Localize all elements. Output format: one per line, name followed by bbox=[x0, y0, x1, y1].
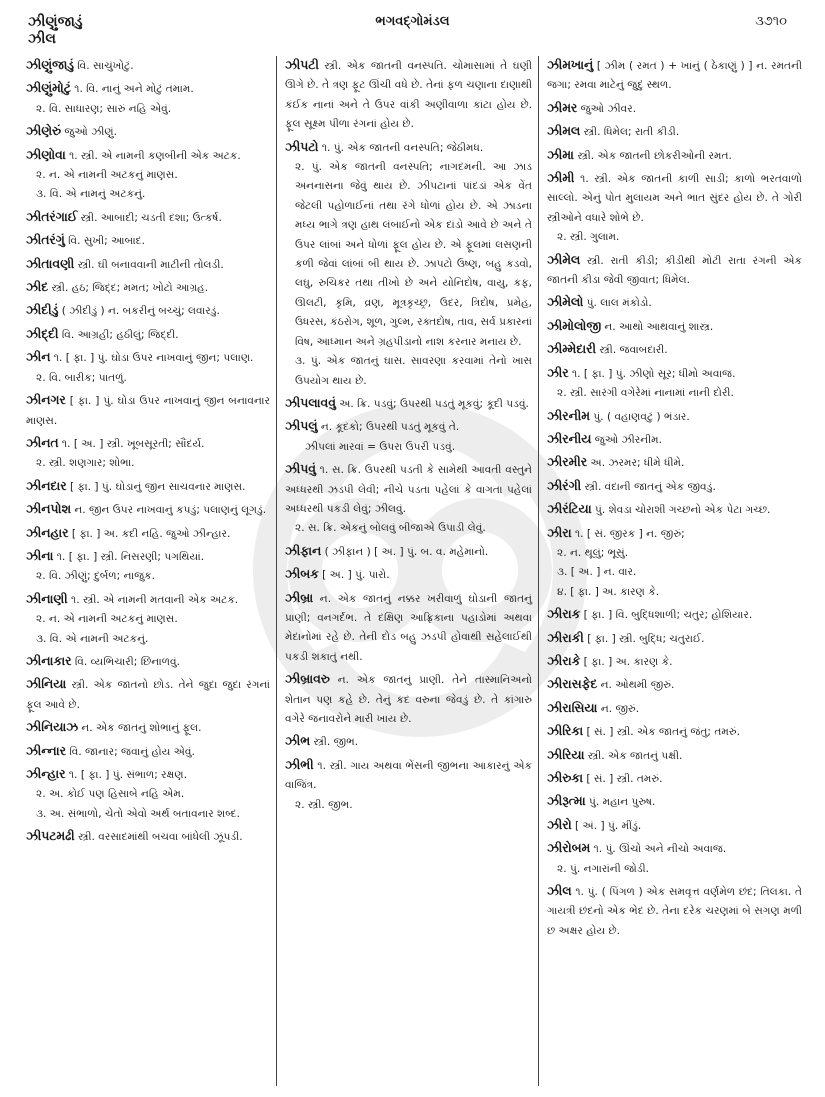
definition: પું. મહાન પુરુષ. bbox=[585, 796, 656, 809]
headword: ઝીમેલ bbox=[547, 252, 581, 267]
headword: ઝીલ bbox=[547, 884, 572, 899]
dictionary-entry bbox=[26, 500, 270, 520]
dictionary-entry bbox=[285, 670, 532, 729]
headword: ઝીણોવા bbox=[26, 147, 66, 162]
headword: ઝીતાવણી bbox=[26, 256, 75, 271]
dictionary-entry bbox=[547, 477, 802, 497]
definition: ન. ઓથમી જીરું. bbox=[597, 679, 675, 692]
dictionary-entry bbox=[547, 839, 802, 879]
dictionary-entry bbox=[26, 348, 270, 388]
dictionary-entry bbox=[547, 56, 802, 96]
definition: ૧. વિ. નાનું અને મોટું તમામ. bbox=[70, 83, 194, 96]
entry-main bbox=[26, 391, 270, 431]
definition: [ ઝીમ ( રમત ) + ખાનું ( ઠેકાણું ) ] ન. રમતની જગા; રમવા માટેનું જુદું સ્થળ. bbox=[547, 60, 802, 92]
headword: ઝીપલાવવું bbox=[285, 395, 336, 410]
entry-main bbox=[26, 301, 270, 321]
dictionary-entry bbox=[26, 325, 270, 345]
definition: ૧. પું. ( પિંગળ ) એક સમવૃત્ત વર્ણમેળ છંદ; તિલકા. તે ગાયત્રી છંદનો એક ભેદ છે. તેના દરેક ચરણમાં બે સગણ મળી છ અક્ષર હોય છે. bbox=[547, 886, 802, 937]
headword: ઝીરનીમ bbox=[547, 408, 590, 423]
entry-main bbox=[547, 340, 802, 360]
dictionary-entry bbox=[26, 301, 270, 321]
definition: વિ. સાચુંખોટું. bbox=[73, 60, 134, 72]
entry-main bbox=[285, 589, 532, 668]
dictionary-entry bbox=[285, 542, 532, 562]
definition: સ્ત્રી. ધિમેલ; રાતી કીડી. bbox=[580, 126, 680, 139]
entry-main bbox=[547, 169, 802, 228]
entry-main bbox=[547, 629, 802, 649]
dictionary-entry bbox=[26, 524, 270, 544]
entry-main bbox=[26, 231, 270, 251]
dictionary-entry bbox=[547, 882, 802, 941]
dictionary-entry bbox=[547, 364, 802, 404]
definition: વિ. સુખી; આબાદ. bbox=[64, 235, 145, 248]
headword: ઝીરાકી bbox=[547, 630, 584, 645]
entry-main bbox=[26, 675, 270, 715]
headword: ઝીરંટિયા bbox=[547, 502, 592, 517]
definition: અ. ઝરમર; ધીમે ધીમે. bbox=[587, 457, 685, 470]
entry-main bbox=[285, 542, 532, 562]
dictionary-entry bbox=[547, 524, 802, 603]
entry-main bbox=[26, 652, 270, 672]
headword: ઝીનદાર bbox=[26, 478, 67, 493]
dictionary-entry bbox=[26, 652, 270, 672]
dictionary-entry bbox=[547, 251, 802, 291]
sense: ૨. પું. એક જાતની વનસ્પતિ; નાગદમની. આ ઝાડ અનનાસના જેવું થાય છે. ઝીપટાનાં પાંદડાં એક વેંત જેટલી પહોળાઈનાં તથા રંગે ધોળાં હોય છે. એ ઝાડના મધ્ય ભાગે ત્રણ હાથ લંબાઈનો એક દાંડો આવે છે અને તે ઉપર લાંબાં અને ધોળાં ફૂલ હોય છે. એ ફૂલમાં લસણની કળી જેવાં લાંબાં બી થાય છે. ઝાપટો ઉષ્ણ, બહુ કડવો, લઘુ, રુચિકર તથા તીખો છે અને યોનિદોષ, વાયુ, કફ, ઊલટી, કૃમિ, વ્રણ, મૂત્રકૃચ્છ્ર, ઉદર, ત્રિદોષ, પ્રમેહ, ઉધરસ, કંઠરોગ, શૂળ, ગુલ્મ, રક્તદોષ, તાવ, સર્વ પ્રકારનાં વિષ, આધ્માન અને ગ્રહપીડાનો નાશ કરનાર મનાય છે. bbox=[295, 161, 532, 348]
definition: ( ઝીફાન ) [ અ. ] પું. બ. વ. મહેમાનો. bbox=[321, 545, 489, 558]
dictionary-entry bbox=[547, 746, 802, 766]
headword: ઝીપટો bbox=[285, 139, 319, 154]
definition: પું. ( વહાણવટું ) ભંડાર. bbox=[589, 410, 690, 423]
entry-main bbox=[26, 718, 270, 738]
headword: ઝીમર bbox=[547, 100, 578, 115]
definition: ૧. સ્ત્રી. એક જાતની કાળી સાડી; કાળો ભરતવાળો સાલ્લો. એનું પોત મુલાયમ અને ભાત સુંદર હોય છે. તે ગોરી સ્ત્રીઓને વધારે શોભે છે. bbox=[547, 173, 802, 224]
entry-main bbox=[26, 79, 270, 99]
sense: ૨. વિ. ઝીણું; દુર્બળ; નાજુક. bbox=[36, 570, 155, 583]
sense: ૨. સ્ત્રી. જીભ. bbox=[295, 798, 353, 811]
dictionary-entry bbox=[26, 477, 270, 497]
definition: [ ફા. ] વિ. બુદ્ધિશાળી; ચતુર; હોશિયાર. bbox=[580, 609, 753, 622]
entry-main bbox=[26, 208, 270, 228]
headword: ઝીરાકે bbox=[547, 653, 581, 668]
definition: વિ. આગ્રહી; હઠીલું; જિદ્દી. bbox=[58, 328, 179, 341]
column-right bbox=[538, 56, 808, 1086]
dictionary-entry bbox=[26, 146, 270, 205]
dictionary-entry bbox=[285, 589, 532, 668]
headword: ઝીનત bbox=[26, 435, 59, 450]
entry-main bbox=[26, 827, 270, 847]
headword: ઝીમેલો bbox=[547, 295, 584, 310]
headword: ઝીરુકા bbox=[547, 771, 583, 785]
dictionary-entry bbox=[285, 460, 532, 539]
dictionary-entry bbox=[547, 675, 802, 695]
entry-main bbox=[547, 792, 802, 812]
headword: ઝીનિયા bbox=[26, 677, 67, 692]
headword: ઝીનગર bbox=[26, 393, 66, 408]
definition: સ્ત્રી. રાતી કીડી; કીડીથી મોટી રાતા રંગની એક જાતની કીડા જેવી જીવાત; ધિમેલ. bbox=[547, 254, 802, 287]
definition: સ્ત્રી. ઘી બનાવવાની માટીની તોલડી. bbox=[74, 258, 224, 271]
definition: જુઓ ઝીવર. bbox=[577, 102, 637, 115]
definition: ન. એક જાતનું પ્રાણી. તેને તાસ્માનિઅનો શેતાન પણ કહે છે. તેનું કદ વરુના જેવડું છે. તે કાંગારુ વગેરે જનાવરોને મારી ખાય છે. bbox=[285, 674, 532, 725]
definition: વિ. જાનાર; જવાનું હોય એવું. bbox=[65, 745, 195, 758]
dictionary-entry bbox=[547, 769, 802, 789]
dictionary-entry bbox=[285, 756, 532, 815]
headword: ઝીનાણી bbox=[26, 591, 68, 606]
sense: ૪. [ ફા. ] અ. કારણ કે. bbox=[557, 585, 660, 598]
sense: ૨. ન. એ નામની અટકનું માણસ. bbox=[36, 613, 178, 626]
dictionary-entry bbox=[26, 79, 270, 119]
entry-main bbox=[285, 138, 532, 158]
sense: ૨. અ. કોઈ પણ હિસાબે નહિ એમ. bbox=[36, 788, 185, 801]
headword: ઝીપલું bbox=[285, 419, 318, 434]
dictionary-entry bbox=[26, 742, 270, 762]
definition: સ્ત્રી. એક જાતનું પક્ષી. bbox=[584, 749, 683, 762]
definition: સ્ત્રી. એક જાતની છોકરીઓની રમત. bbox=[573, 149, 732, 162]
dictionary-entry bbox=[26, 827, 270, 847]
sense: ૨. ન. થૂલું; ભૂસું. bbox=[557, 546, 629, 559]
entry-main bbox=[26, 524, 270, 544]
dictionary-entry bbox=[26, 208, 270, 228]
headword: ઝીનાકાર bbox=[26, 653, 72, 668]
entry-main bbox=[285, 460, 532, 519]
definition: ૧. સ્ત્રી. ગાય અથવા ભેંસની જીભના આકારનું એક વાજિંત્ર. bbox=[285, 759, 532, 792]
headword: ઝીણુંમોટું bbox=[26, 81, 71, 96]
dictionary-entry bbox=[547, 453, 802, 473]
entry-main bbox=[547, 605, 802, 625]
guide-word-first: ઝીણુંજાડું bbox=[28, 14, 83, 30]
entry-main bbox=[26, 742, 270, 762]
headword: ઝીતરંગાઈ bbox=[26, 209, 78, 224]
definition: સ્ત્રી. વંદાની જાતનું એક જીવડું. bbox=[581, 480, 716, 493]
entry-main bbox=[285, 670, 532, 729]
headword: ઝીભ bbox=[285, 734, 311, 749]
entry-main bbox=[547, 746, 802, 766]
entry-main bbox=[26, 434, 270, 454]
headword: ઝીફાન bbox=[285, 543, 322, 558]
dictionary-entry bbox=[26, 547, 270, 587]
definition: ૧. [ સં. જીરક ] ન. જીરું; bbox=[571, 527, 685, 540]
definition: સ્ત્રી. વરસાદમાંથી બચવા બાંધેલી ઝૂંપડી. bbox=[74, 831, 243, 844]
dictionary-entry bbox=[26, 122, 270, 142]
headword: ઝીમલ bbox=[547, 124, 581, 139]
dictionary-entry bbox=[26, 434, 270, 474]
column-left bbox=[22, 56, 276, 1086]
headword: ઝીનપોશ bbox=[26, 502, 71, 517]
definition: સ્ત્રી. એક જાતની વનસ્પતિ. ચોમાસામાં તે ઘણી ઊગે છે. તે ત્રણ ફૂટ ઊંચી વધે છે. તેનાં ફળ ચણાના દાણાથી કંઈક નાનાં અને તે ઉપર વાંકી અણીવાળા કાંટા હોય છે. ફૂલ સૂક્ષ્મ પીળા રંગનાં હોય છે. bbox=[285, 60, 532, 131]
sense: ૩. વિ. એ નામનું અટકનું. bbox=[36, 188, 146, 201]
headword: ઝીમી bbox=[547, 171, 575, 186]
headword: ઝીદ્દી bbox=[26, 326, 59, 341]
entry-main bbox=[26, 255, 270, 275]
dictionary-entry bbox=[285, 394, 532, 414]
sense: ૨. સ. ક્રિ. એકનું બોલવું બીજાએ ઉપાડી લેવું. bbox=[295, 522, 486, 535]
entry-main bbox=[26, 278, 270, 298]
dictionary-entry bbox=[26, 718, 270, 738]
headword: ઝીરાસિયા bbox=[547, 700, 598, 715]
headword: ઝીબ્રા bbox=[285, 590, 314, 605]
dictionary-entry bbox=[547, 293, 802, 313]
definition: વિ. વ્યભિચારી; છિનાળવું. bbox=[71, 655, 181, 668]
dictionary-entry bbox=[285, 417, 532, 457]
dictionary-entry bbox=[547, 407, 802, 427]
dictionary-entry bbox=[26, 56, 270, 76]
sense: ૨. ન. એ નામની અટકનું માણસ. bbox=[36, 169, 178, 182]
headword: ઝીર bbox=[547, 365, 569, 380]
definition: [ ફા. ] પું. ઘોડા ઉપર નાખવાનું જીન બનાવનાર માણસ. bbox=[26, 395, 270, 427]
headword: ઝીણુંજાડું bbox=[26, 58, 74, 72]
entry-main bbox=[547, 293, 802, 313]
definition: ન. એક જાતનું નક્કર ખરીવાળું ઘોડાની જાતનું પ્રાણી; વનગર્દભ. તે દક્ષિણ આફ્રિકાના પહાડોમાં અથવા મેદાનોમાં રહે છે. તેની દોડ બહુ ઝડપી હોવાથી સહેલાઈથી પકડી શકાતું નથી. bbox=[285, 592, 532, 663]
sense: ૩. અ. સંભાળો, ચેતો એવો અર્થ બતાવનાર શબ્દ. bbox=[36, 807, 240, 820]
entry-main bbox=[547, 407, 802, 427]
entry-main bbox=[547, 251, 802, 291]
entry-main bbox=[285, 394, 532, 414]
sense: ૨. વિ. સાધારણ; સારું નહિ એવું. bbox=[36, 102, 172, 115]
entry-main bbox=[547, 699, 802, 719]
dictionary-entry bbox=[547, 629, 802, 649]
entry-main bbox=[547, 675, 802, 695]
entry-main bbox=[26, 325, 270, 345]
sense: ૨. સ્ત્રી. ગુલામ. bbox=[557, 231, 620, 244]
dictionary-entry bbox=[26, 255, 270, 275]
entry-main bbox=[547, 722, 802, 742]
definition: જુઓ ઝીણું. bbox=[61, 126, 117, 139]
dictionary-entry bbox=[547, 816, 802, 836]
definition: [ સં. ] સ્ત્રી. એક જાતનું જંતુ; તમરું. bbox=[583, 726, 740, 739]
definition: સ્ત્રી. હઠ; જિદ્દ; મમત; ખોટો આગ્રહ. bbox=[48, 282, 209, 295]
dictionary-entry bbox=[547, 792, 802, 812]
definition: ન. જીન ઉપર નાખવાનું કપડું; પલાણનું લૂગડું. bbox=[70, 504, 267, 517]
headword: ઝીરનીય bbox=[547, 431, 592, 446]
sense: ૨. સ્ત્રી. સારંગી વગેરેમાં નાનામાં નાની દોરી. bbox=[557, 387, 734, 400]
dictionary-entry bbox=[547, 122, 802, 142]
headword: ઝીરમીર bbox=[547, 455, 588, 470]
dictionary-entry bbox=[547, 430, 802, 450]
definition: [ ફા. ] અ. કારણ કે. bbox=[580, 655, 673, 668]
dictionary-entry bbox=[285, 732, 532, 752]
headword: ઝીરા bbox=[547, 525, 572, 540]
dictionary-entry bbox=[547, 146, 802, 166]
definition: [ ફા. ] પું. ઘોડાનું જીન સાચવનાર માણસ. bbox=[66, 480, 246, 493]
headword: ઝીમ્મેદારી bbox=[547, 342, 596, 357]
headword: ઝીરિકા bbox=[547, 724, 584, 739]
entry-main bbox=[547, 99, 802, 119]
headword: ઝીપવું bbox=[285, 462, 316, 477]
entry-main bbox=[547, 652, 802, 672]
entry-main bbox=[285, 565, 532, 585]
dictionary-entry bbox=[26, 675, 270, 715]
headword: ઝીરિયા bbox=[547, 747, 585, 762]
entry-main bbox=[547, 477, 802, 497]
entry-main bbox=[285, 732, 532, 752]
headword: ઝીના bbox=[26, 548, 54, 563]
entry-main bbox=[285, 417, 532, 437]
definition: [ સં. ] સ્ત્રી. તમરું. bbox=[582, 773, 663, 785]
headword: ઝીપટમઢી bbox=[26, 829, 75, 844]
headword: ઝીભી bbox=[285, 757, 314, 772]
entry-main bbox=[547, 364, 802, 384]
book-title: ભગવદ્ગોમંડલ bbox=[375, 14, 450, 29]
dictionary-entry bbox=[26, 278, 270, 298]
definition: સ્ત્રી. એક જાતનો છોડ. તેને જુદા જુદા રંગનાં ફૂલ આવે છે. bbox=[26, 679, 270, 711]
entry-main bbox=[26, 500, 270, 520]
definition: ન. આથો આથવાનું શાસ્ત્ર. bbox=[600, 320, 714, 333]
headword: ઝીમા bbox=[547, 147, 574, 162]
entry-main bbox=[547, 122, 802, 142]
dictionary-entry bbox=[26, 590, 270, 649]
headword: ઝીન્હાર bbox=[26, 767, 66, 781]
definition: [ અ. ] પું. પારો. bbox=[318, 569, 390, 582]
headword: ઝીણેરું bbox=[26, 124, 61, 139]
entry-main bbox=[547, 839, 802, 859]
definition: ન. જીરું. bbox=[597, 702, 640, 715]
idiom-line: ઝીપલાં મારવાં = ઉપરા ઉપરી પડવું. bbox=[305, 440, 456, 453]
dictionary-entry bbox=[547, 169, 802, 248]
entry-main bbox=[26, 348, 270, 368]
entry-main bbox=[26, 547, 270, 567]
entry-main bbox=[547, 500, 802, 520]
headword: ઝીબક bbox=[285, 567, 319, 582]
dictionary-entry bbox=[547, 652, 802, 672]
dictionary-entry bbox=[26, 765, 270, 824]
definition: ( ઝીદીડું ) ન. બકરીનું બચ્ચું; લવારડું. bbox=[58, 305, 220, 318]
definition: [ અં. ] પું. મીંડું. bbox=[571, 819, 642, 832]
entry-main bbox=[26, 56, 270, 76]
headword: ઝીન bbox=[26, 350, 51, 365]
dictionary-columns bbox=[22, 56, 812, 1086]
entry-main bbox=[547, 816, 802, 836]
headword: ઝીનહાર bbox=[26, 525, 69, 540]
definition: ન. એક જાતનું શોભાનું ફૂલ. bbox=[78, 722, 202, 735]
entry-main bbox=[547, 56, 802, 96]
page-number: ૩૭૧૦ bbox=[755, 14, 787, 29]
sense: ૨. પું. નગારાંની જોડી. bbox=[557, 862, 650, 875]
dictionary-entry bbox=[547, 317, 802, 337]
guide-word-last: ઝીલ bbox=[28, 31, 56, 47]
sense: ૩. [ અ. ] ન. વાર. bbox=[557, 566, 637, 579]
dictionary-entry bbox=[547, 340, 802, 360]
entry-main bbox=[26, 765, 270, 785]
dictionary-entry bbox=[285, 138, 532, 391]
dictionary-entry bbox=[547, 500, 802, 520]
headword: ઝીરાક bbox=[547, 607, 581, 622]
entry-main bbox=[285, 756, 532, 796]
entry-main bbox=[547, 524, 802, 544]
dictionary-entry bbox=[547, 99, 802, 119]
definition: સ્ત્રી. આબાદી; ચડતી દશા; ઉત્કર્ષ. bbox=[77, 211, 222, 224]
entry-main bbox=[26, 477, 270, 497]
headword: ઝીપટી bbox=[285, 58, 319, 72]
dictionary-entry bbox=[26, 231, 270, 251]
entry-main bbox=[26, 122, 270, 142]
headword: ઝીમખાનું bbox=[547, 58, 594, 72]
headword: ઝીતરંગું bbox=[26, 233, 65, 248]
page-header bbox=[0, 0, 825, 48]
definition: ન. કૂદકો; ઉપરથી પડતું મૂકવું તે. bbox=[317, 421, 460, 434]
definition: ૧. [ ફા. ] પું. ઝીણો સૂર; ધીમો અવાજ. bbox=[568, 367, 736, 380]
definition: [ ફા. ] સ્ત્રી. બુદ્ધિ; ચતુરાઈ. bbox=[583, 632, 705, 645]
headword: ઝીદ bbox=[26, 280, 49, 295]
dictionary-entry bbox=[547, 699, 802, 719]
entry-main bbox=[547, 146, 802, 166]
entry-main bbox=[26, 590, 270, 610]
column-middle bbox=[276, 56, 538, 1086]
dictionary-entry bbox=[285, 56, 532, 135]
dictionary-entry bbox=[26, 391, 270, 431]
definition: ૧. [ ફા. ] સ્ત્રી. નિસરણી; પગથિયાં. bbox=[53, 550, 205, 563]
definition: ૧. [ ફા. ] પું. ઘોડા ઉપર નાખવાનું જીન; પલાણ. bbox=[50, 352, 254, 365]
definition: ૧. સ્ત્રી. એ નામની કણબીની એક અટક. bbox=[65, 149, 241, 162]
headword: ઝીરૂત્મા bbox=[547, 794, 586, 809]
sense: ૨. વિ. બારીક; પાતળું. bbox=[36, 371, 127, 384]
headword: ઝીરંગી bbox=[547, 478, 582, 493]
headword: ઝીરાસફેદ bbox=[547, 677, 598, 692]
definition: ૧. સ્ત્રી. એ નામની મતવાની એક અટક. bbox=[67, 593, 239, 606]
definition: ૧. પું. એક જાતની વનસ્પતિ; જેઠીમધ. bbox=[318, 141, 484, 154]
entry-main bbox=[285, 56, 532, 135]
definition: ૧. [ ફા. ] પું. સંભાળ; રક્ષણ. bbox=[65, 769, 187, 781]
sense: ૩. પું. એક જાતનું ઘાસ. સાવરણા કરવામાં તેનો ખાસ ઉપયોગ થાય છે. bbox=[295, 355, 532, 387]
entry-main bbox=[26, 146, 270, 166]
headword: ઝીબ્રાવરુ bbox=[285, 672, 330, 687]
definition: પું. શેવડા ચોરાશી ગચ્છનો એક પેટા ગચ્છ. bbox=[591, 504, 771, 517]
definition: અ. ક્રિ. પડવું; ઉપરથી પડતું મૂકવું; કૂદી પડવું. bbox=[335, 397, 529, 410]
entry-main bbox=[547, 453, 802, 473]
definition: ૧. પું. ઊંચો અને નીચો અવાજ. bbox=[590, 843, 727, 856]
definition: સ્ત્રી. જીભ. bbox=[310, 736, 359, 749]
definition: ૧. સ. ક્રિ. ઉપરથી પડતી કે સામેથી આવતી વસ્તુને અધ્ધરથી ઝડપી લેવી; નીચે પડતા પહેલાં કે વાગતા પહેલાં અધ્ધરથી પકડી લેવું; ઝીલવું. bbox=[285, 464, 532, 515]
entry-main bbox=[547, 317, 802, 337]
sense: ૨. સ્ત્રી. શણગાર; શોભા. bbox=[36, 457, 135, 470]
dictionary-entry bbox=[547, 605, 802, 625]
sense: ૩. વિ. એ નામની અટકનું. bbox=[36, 632, 149, 645]
dictionary-entry bbox=[285, 565, 532, 585]
dictionary-entry bbox=[547, 722, 802, 742]
entry-main bbox=[547, 430, 802, 450]
headword: ઝીમોલોજી bbox=[547, 318, 601, 333]
definition: [ ફા. ] અ. કદી નહિ. જુઓ ઝીન્હાર. bbox=[68, 527, 231, 540]
headword: ઝીદીડું bbox=[26, 303, 59, 318]
headword: ઝીરોબમ bbox=[547, 841, 591, 856]
definition: પું. લાલ મંકોડો. bbox=[583, 297, 652, 310]
definition: સ્ત્રી. જવાબદારી. bbox=[595, 344, 668, 357]
headword: ઝીન્નાર bbox=[26, 743, 66, 758]
definition: જુઓ ઝીરનીમ. bbox=[591, 433, 662, 446]
headword: ઝીનિયાઝ bbox=[26, 720, 79, 735]
entry-main bbox=[547, 769, 802, 789]
definition: ૧. [ અ. ] સ્ત્રી. ખૂબસૂરતી; સૌંદર્ય. bbox=[58, 437, 205, 450]
entry-main bbox=[547, 882, 802, 941]
headword: ઝીરો bbox=[547, 817, 572, 832]
